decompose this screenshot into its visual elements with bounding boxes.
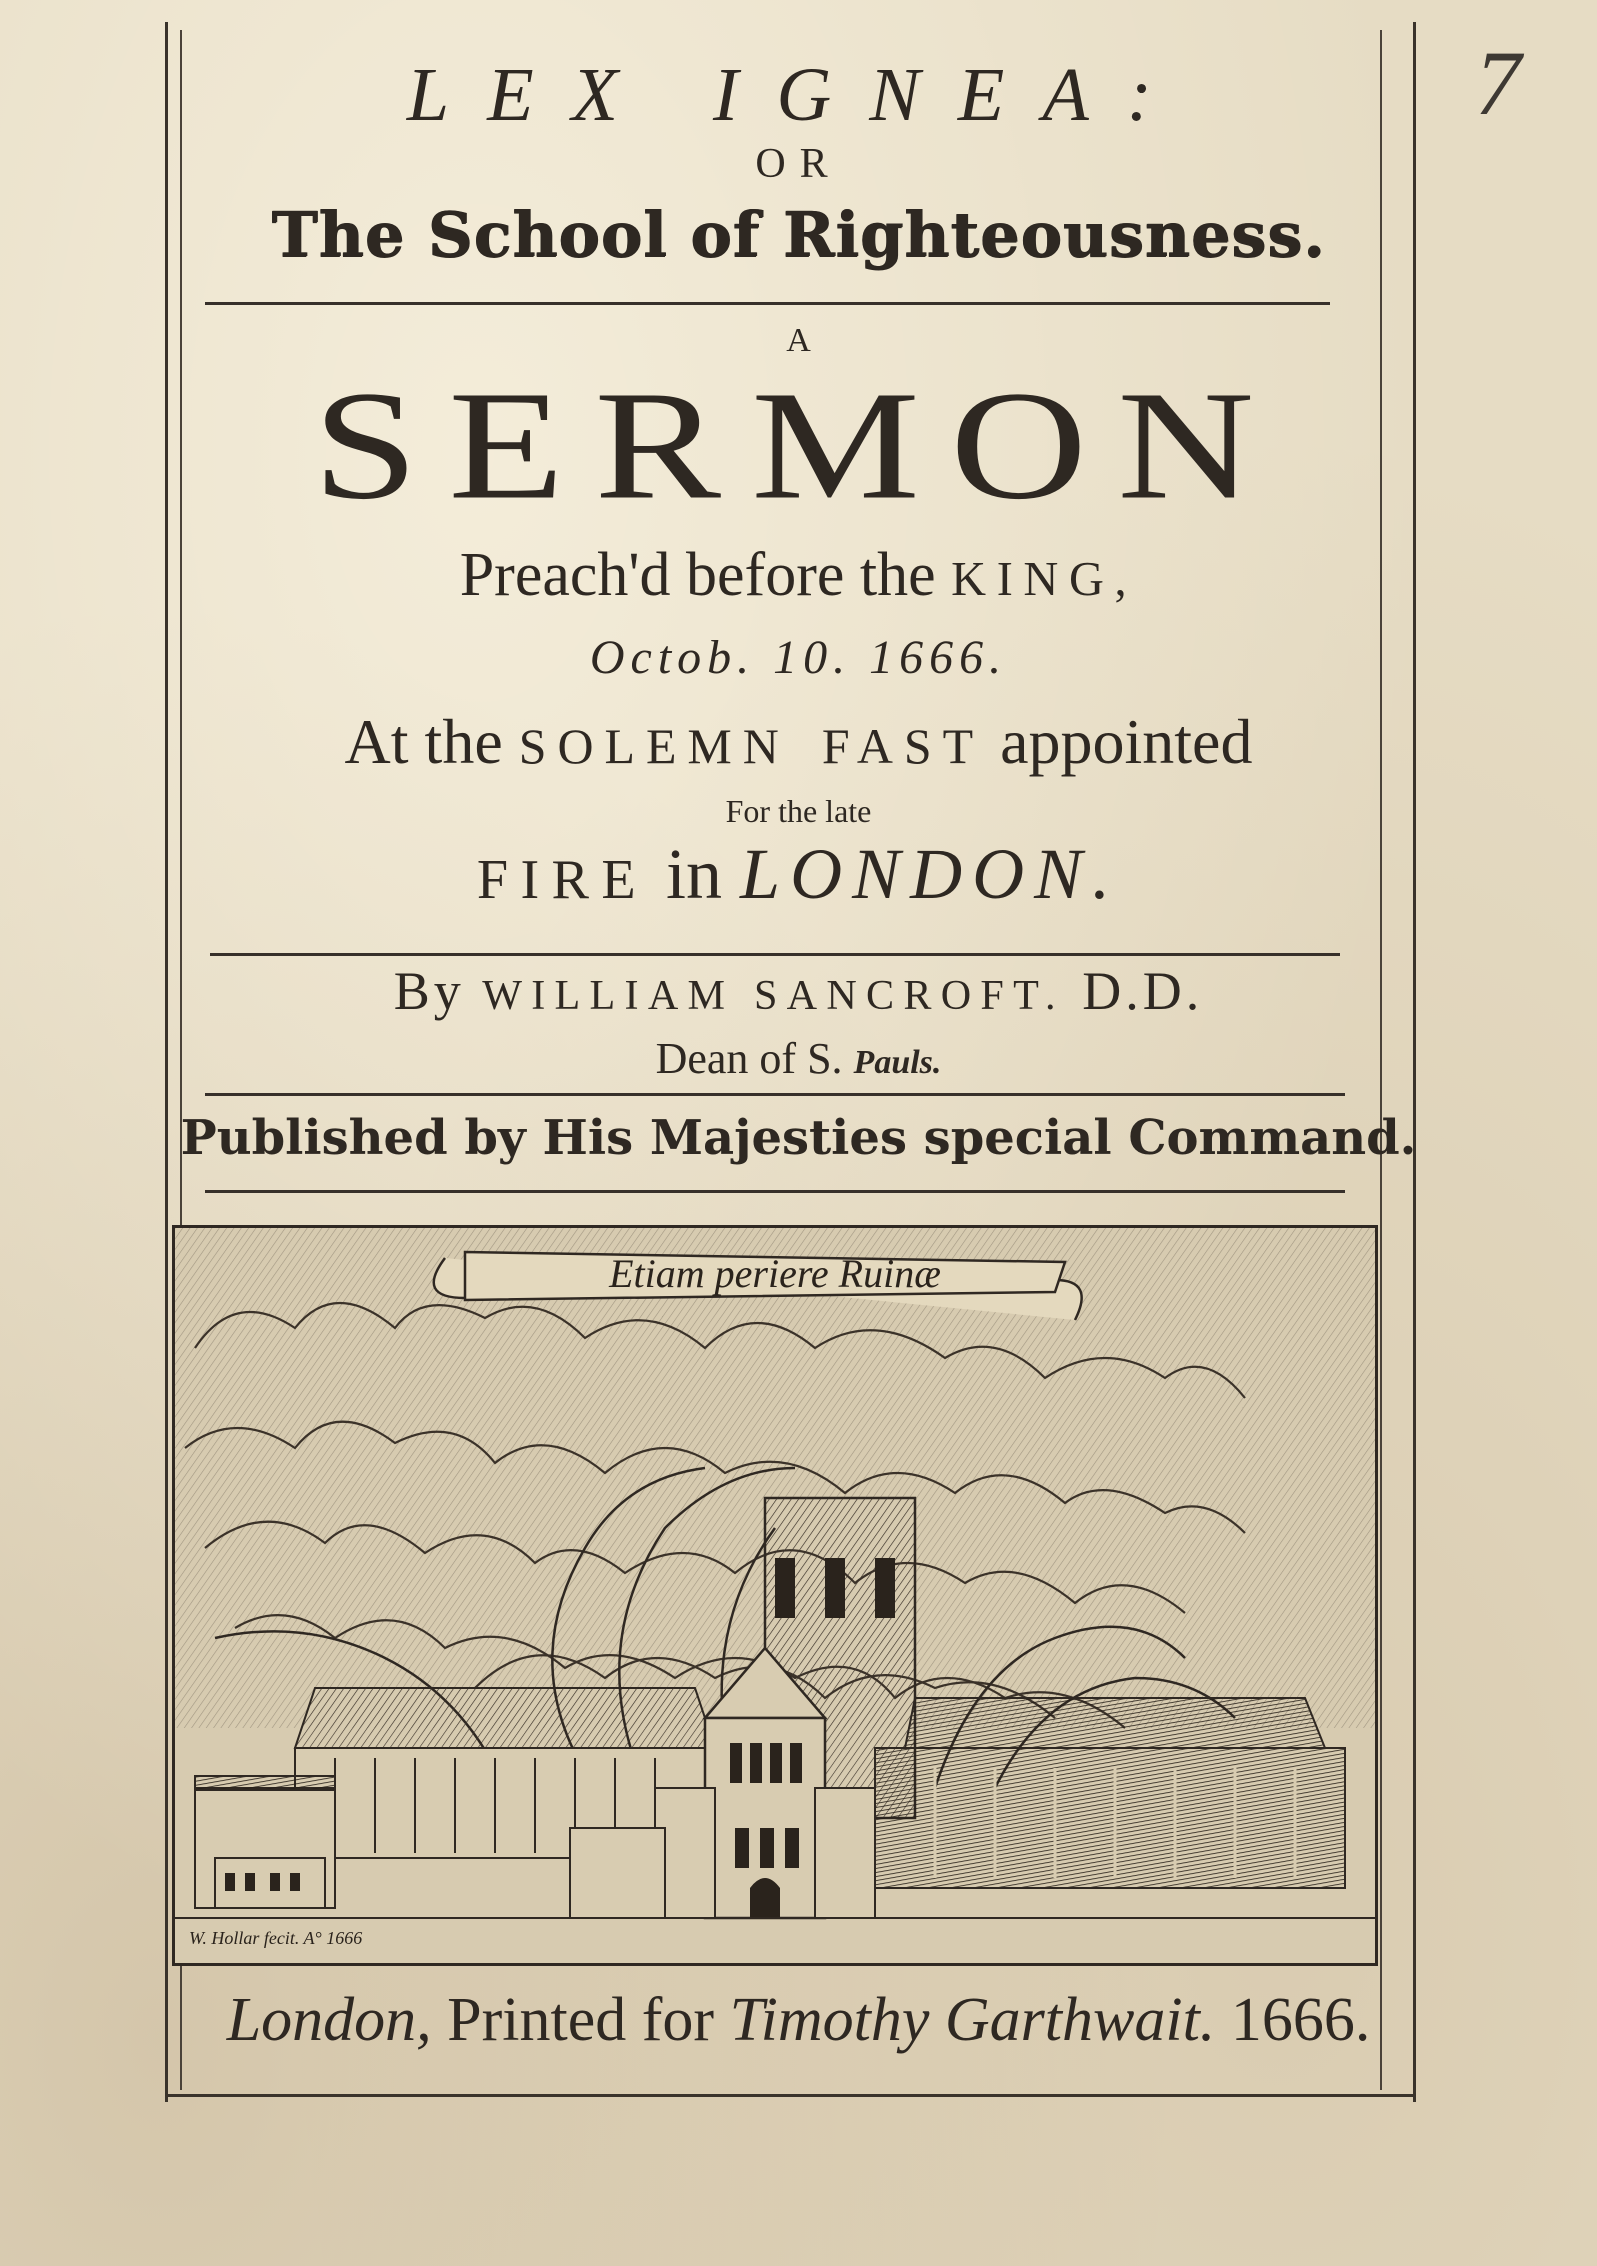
rule-1 xyxy=(205,302,1330,305)
fast-line xyxy=(0,705,1597,779)
engraving-banner: Etiam periere Ruinæ xyxy=(609,1251,941,1296)
imprint-city: London, xyxy=(226,1986,432,2054)
title-subtitle: The School of Righteousness. xyxy=(271,198,1326,271)
author-line xyxy=(0,960,1597,1022)
engraving-fire-of-london xyxy=(172,1225,1378,1966)
dean-prefix: Dean of S. xyxy=(655,1034,854,1083)
imprint-printer: Timothy Garthwait. xyxy=(729,1986,1216,2054)
fire-word: FIRE xyxy=(476,849,649,911)
fire-in: in xyxy=(648,834,741,914)
imprint-year: 1666. xyxy=(1215,1986,1371,2054)
engraving-signature: W. Hollar fecit. A° 1666 xyxy=(189,1928,363,1948)
publication-note: Published by His Majesties special Command. xyxy=(180,1110,1417,1166)
page-number: 7 xyxy=(1475,32,1521,134)
author-name: WILLIAM SANCROFT. xyxy=(482,972,1065,1019)
sermon-heading: SERMON xyxy=(312,359,1285,532)
for-the-late: For the late xyxy=(725,793,872,829)
sermon-article: A xyxy=(786,322,811,359)
fast-prefix: At the xyxy=(344,706,519,777)
title-latin: LEX IGNEA: xyxy=(406,53,1191,137)
fast-fast: FAST xyxy=(821,719,985,774)
bottom-border xyxy=(165,2094,1413,2097)
imprint-printed-for: Printed for xyxy=(431,1986,730,2054)
author-degree: D.D. xyxy=(1064,961,1204,1021)
preached-line xyxy=(0,540,1597,611)
dean-line xyxy=(0,1033,1597,1084)
rule-4 xyxy=(205,1190,1345,1193)
imprint-line xyxy=(0,1985,1597,2056)
engraving-illustration xyxy=(175,1228,1375,1963)
rule-2 xyxy=(210,953,1340,956)
author-by: By xyxy=(393,961,483,1021)
dean-place: Pauls. xyxy=(853,1044,942,1081)
rule-3 xyxy=(205,1093,1345,1096)
fast-solemn: SOLEMN xyxy=(518,719,790,774)
preached-prefix: Preach'd before the xyxy=(459,541,952,609)
fast-suffix: appointed xyxy=(984,706,1253,777)
fire-line xyxy=(0,833,1597,916)
title-or: OR xyxy=(755,141,842,187)
preached-king: KING, xyxy=(951,553,1138,606)
sermon-date: Octob. 10. 1666. xyxy=(589,631,1008,684)
fire-london: LONDON. xyxy=(740,834,1121,914)
